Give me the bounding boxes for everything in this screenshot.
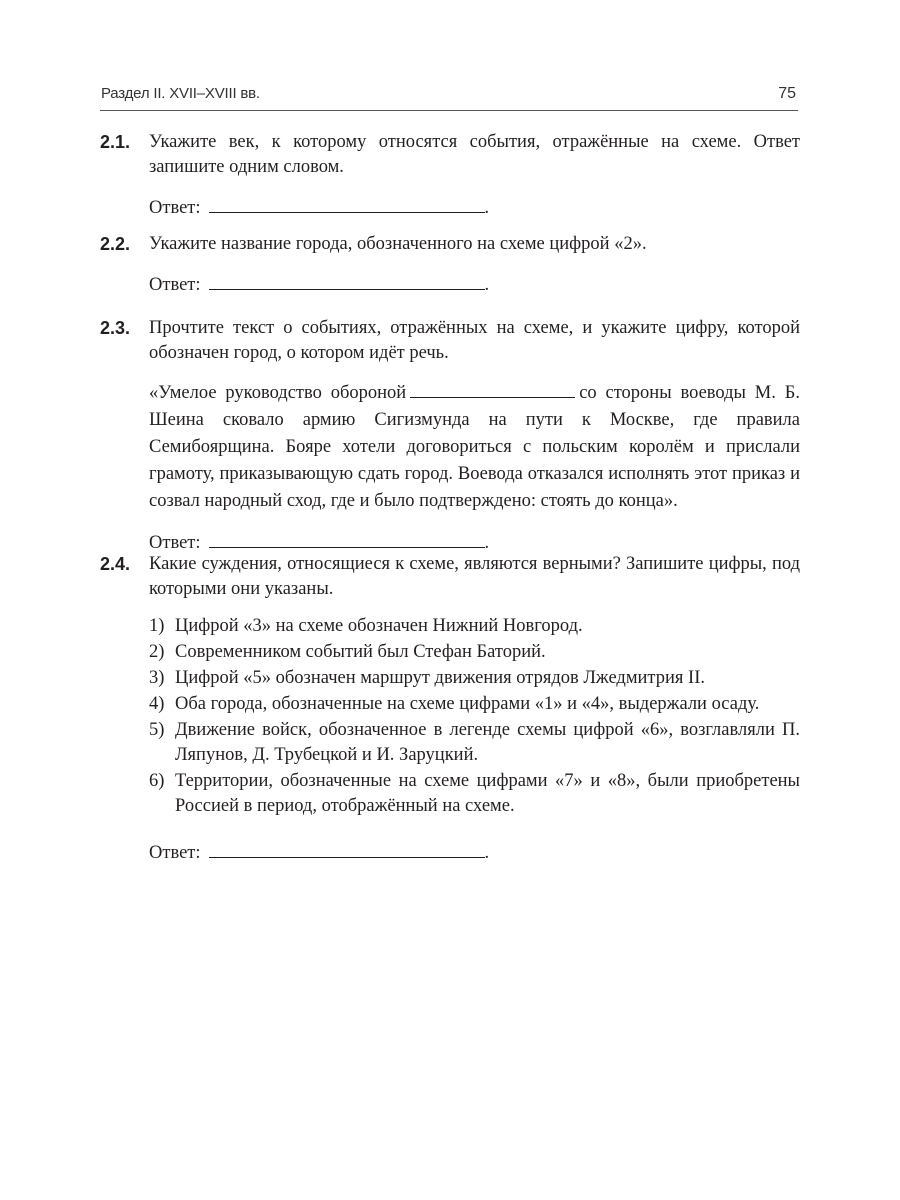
task-question: Прочтите текст о событиях, отражённых на схеме, и укажите цифру, которой обозначен город, о котором идёт речь. (149, 318, 800, 363)
task-number: 2.2. (100, 234, 131, 254)
statement-item (149, 614, 800, 639)
statement-item (149, 640, 800, 665)
task-2-1 (100, 130, 800, 221)
statement-text: Современником событий был Стефан Баторий. (175, 642, 546, 662)
statement-text: Оба города, обозначенные на схеме цифрами «1» и «4», выдержали осаду. (175, 694, 760, 714)
source-quote (149, 379, 800, 515)
statement-item (149, 718, 800, 768)
answer-label: Ответ: (149, 533, 201, 553)
statement-number: 5) (149, 720, 165, 740)
statement-text: Цифрой «3» на схеме обозначен Нижний Новгород. (175, 616, 583, 636)
quote-end: со стороны воеводы М. Б. Шеина сковало армию Сигизмунда на пути к Москве, где правила Семибоярщина. Бояре хотели договориться с польским королём и прислали грамоту, приказывающую сдать город. Воевода отказался исполнять этот приказ и созвал народный сход, где и было подтверждено: стоять до конца». (149, 383, 800, 511)
answer-end: . (484, 198, 490, 218)
answer-blank[interactable] (209, 839, 485, 858)
statement-list (149, 614, 800, 819)
task-2-4 (100, 552, 800, 866)
task-2-2 (100, 232, 800, 298)
task-question: Укажите век, к которому относятся события, отражённые на схеме. Ответ запишите одним словом. (149, 132, 800, 177)
statement-text: Движение войск, обозначенное в легенде схемы цифрой «6», возглавляли П. Ляпунов, Д. Трубецкой и И. Заруцкий. (175, 720, 800, 765)
page-number: 75 (778, 85, 796, 102)
quote-blank[interactable] (410, 379, 575, 398)
task-question: Какие суждения, относящиеся к схеме, являются верными? Запишите цифры, под которыми они указаны. (149, 554, 800, 599)
answer-end: . (484, 533, 490, 553)
statement-item (149, 666, 800, 691)
statement-number: 2) (149, 642, 165, 662)
answer-field (149, 839, 800, 866)
answer-field (149, 194, 800, 221)
task-2-3 (100, 316, 800, 556)
statement-number: 3) (149, 668, 165, 688)
answer-label: Ответ: (149, 843, 201, 863)
task-question: Укажите название города, обозначенного на схеме цифрой «2». (149, 234, 647, 254)
quote-start: «Умелое руководство обороной (149, 383, 407, 403)
statement-number: 1) (149, 616, 165, 636)
task-number: 2.4. (100, 554, 131, 574)
section-title: Раздел II. XVII–XVIII вв. (101, 85, 260, 102)
task-number: 2.3. (100, 318, 131, 338)
answer-end: . (484, 275, 490, 295)
running-header (100, 82, 798, 111)
statement-item (149, 769, 800, 819)
answer-label: Ответ: (149, 198, 201, 218)
task-number: 2.1. (100, 132, 131, 152)
statement-text: Цифрой «5» обозначен маршрут движения отрядов Лжедмитрия II. (175, 668, 705, 688)
statement-number: 4) (149, 694, 165, 714)
answer-blank[interactable] (209, 529, 485, 548)
answer-field (149, 271, 800, 298)
answer-label: Ответ: (149, 275, 201, 295)
statement-text: Территории, обозначенные на схеме цифрами «7» и «8», были приобретены Россией в период, отображённый на схеме. (175, 771, 800, 816)
answer-blank[interactable] (209, 194, 485, 213)
statement-item (149, 692, 800, 717)
answer-end: . (484, 843, 490, 863)
answer-blank[interactable] (209, 271, 485, 290)
statement-number: 6) (149, 771, 165, 791)
